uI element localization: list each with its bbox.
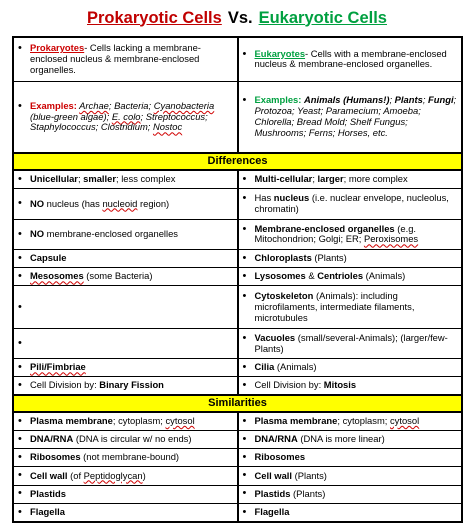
- table-row: [14, 153, 462, 170]
- example-text: ; Streptococcus; Staphylococcus; Clostridium;: [30, 110, 208, 133]
- example-text: Horses, etc.: [337, 126, 388, 138]
- table-row: [14, 503, 462, 521]
- cell-text: ; cytoplasm;: [337, 415, 390, 427]
- comparison-sheet: [12, 36, 463, 523]
- table-row: [14, 449, 462, 467]
- bullet-icon: •: [18, 450, 22, 463]
- cell-text: (e.g. Mitochondrion; Golgi; ER;: [254, 222, 417, 245]
- example-text: Amoeba: [383, 105, 419, 117]
- comparison-table: [13, 37, 462, 522]
- table-cell: [238, 377, 462, 395]
- cell-text: Has: [254, 192, 274, 204]
- cell-text: nucleoid: [102, 197, 138, 209]
- bullet-icon: •: [18, 361, 22, 373]
- table-cell: [14, 286, 238, 329]
- cell-text: DNA/RNA: [254, 433, 298, 445]
- cell-text: ;: [312, 173, 318, 185]
- title-prokaryotic: Prokaryotic Cells: [87, 8, 222, 27]
- bullet-icon: •: [18, 251, 22, 264]
- bullet-icon: •: [18, 336, 22, 349]
- table-row: [14, 249, 462, 267]
- bullet-icon: •: [18, 414, 22, 427]
- cell-text: Plastids: [30, 487, 66, 499]
- term-prokaryotes: Prokaryotes: [30, 42, 85, 54]
- def-eukaryotes: - Cells with a membrane-enclosed nucleus & membrane-enclosed organelles.: [254, 47, 447, 70]
- table-row: [14, 467, 462, 485]
- def-prokaryotes: - Cells lacking a membrane-enclosed nucleus & membrane-enclosed organelles.: [30, 42, 201, 75]
- example-text: Nostoc: [152, 121, 183, 133]
- cell-eu-examples: • Examples: Animals (Humans!); Plants; Fungi; Protozoa; Yeast; Paramecium; Amoeba; Chlorella; Bread Mold; Shelf Fungus; Mushrooms; Ferns; Horses, etc.: [238, 81, 462, 153]
- cell-text: Binary Fission: [99, 379, 164, 391]
- example-text: E. colo: [111, 110, 141, 122]
- bullet-icon: •: [18, 172, 22, 185]
- table-row: [14, 430, 462, 448]
- cell-text: (DNA is more linear): [297, 433, 385, 445]
- table-cell: [14, 503, 238, 521]
- bullet-icon: •: [242, 172, 247, 185]
- title-vs: Vs.: [227, 8, 253, 27]
- table-cell: [14, 485, 238, 503]
- bullet-icon: •: [242, 432, 247, 445]
- example-text: Fungi: [428, 94, 454, 106]
- table-row: [14, 329, 462, 359]
- example-text: Protozoa: [254, 105, 293, 117]
- cell-text: Plasma membrane: [254, 415, 338, 427]
- bullet-icon: •: [18, 99, 22, 112]
- table-row: [14, 377, 462, 395]
- table-cell: [238, 286, 462, 329]
- cell-text: NO: [30, 228, 45, 240]
- bullet-icon: •: [18, 227, 22, 240]
- table-cell: [14, 467, 238, 485]
- section-similarities: Similarities: [14, 395, 462, 412]
- bullet-icon: •: [242, 47, 247, 60]
- cell-text: (Plants): [311, 252, 347, 264]
- cell-text: (of: [67, 469, 84, 481]
- cell-text: cytosol: [165, 415, 195, 427]
- table-row: [14, 188, 462, 219]
- cell-text: (small/several-Animals); (larger/few-Plants): [254, 331, 448, 354]
- cell-text: Peptidoglycan: [83, 469, 143, 481]
- example-text: Chlorella: [254, 116, 292, 127]
- example-text: Ferns: [308, 126, 333, 138]
- table-row: [14, 81, 462, 153]
- cell-text: smaller: [83, 173, 116, 185]
- bullet-icon: •: [242, 251, 247, 264]
- cell-text: Membrane-enclosed organelles: [254, 222, 395, 234]
- table-cell: [238, 412, 462, 430]
- example-text: Shelf Fungus: [349, 116, 406, 127]
- cell-text: Lysosomes: [254, 270, 306, 282]
- table-cell: [14, 220, 238, 250]
- table-cell: [14, 377, 238, 395]
- bullet-icon: •: [242, 290, 247, 303]
- bullet-icon: •: [18, 378, 22, 391]
- bullet-icon: •: [18, 505, 22, 518]
- cell-pro-definition: [14, 38, 238, 82]
- example-text: Plants: [394, 94, 423, 106]
- cell-text: Unicellular: [30, 173, 78, 185]
- table-cell: [238, 170, 462, 188]
- page-title: [0, 4, 474, 32]
- table-row: [14, 220, 462, 250]
- cell-text: Plastids: [254, 487, 291, 499]
- table-cell: [238, 485, 462, 503]
- bullet-icon: •: [18, 469, 22, 482]
- bullet-icon: •: [18, 432, 22, 445]
- cell-text: Mesosomes: [30, 270, 84, 282]
- example-text: Bacteria: [114, 99, 149, 111]
- cell-text: Pili/Fimbriae: [30, 361, 86, 373]
- cell-pro-examples: • Examples: Archae; Bacteria; Cyanobacteria (blue-green algae); E. colo; Streptococcus; Staphylococcus; Clostridium; Nostoc: [14, 81, 238, 153]
- example-text: Animals (Humans!): [304, 94, 390, 106]
- cell-text: membrane-enclosed organelles: [44, 228, 178, 240]
- cell-text: ; less complex: [116, 173, 176, 185]
- table-cell: [14, 359, 238, 377]
- example-text: Yeast: [297, 105, 321, 117]
- cell-text: Cilia: [254, 361, 275, 373]
- table-cell: [238, 188, 462, 219]
- table-row: [14, 268, 462, 286]
- bullet-icon: •: [242, 270, 247, 282]
- cell-text: ): [142, 469, 146, 481]
- example-text: Mushrooms: [254, 126, 304, 138]
- bullet-icon: •: [242, 192, 247, 205]
- cell-eu-definition: [238, 38, 462, 82]
- cell-text: &: [305, 270, 318, 282]
- cell-text: (not membrane-bound): [80, 451, 180, 463]
- table-row: [14, 170, 462, 188]
- cell-text: Cell Division by:: [30, 379, 100, 391]
- table-row: [14, 485, 462, 503]
- cell-text: Flagella: [254, 505, 290, 517]
- cell-text: Ribosomes: [30, 451, 81, 463]
- table-cell: [14, 430, 238, 448]
- cell-text: (Animals): [274, 361, 317, 373]
- table-cell: [14, 170, 238, 188]
- table-cell: [238, 449, 462, 467]
- cell-text: Flagella: [30, 505, 65, 517]
- cell-text: Ribosomes: [254, 451, 306, 463]
- bullet-icon: •: [242, 414, 247, 427]
- table-cell: [238, 503, 462, 521]
- table-row: [14, 412, 462, 430]
- cell-text: Centrioles: [317, 270, 364, 282]
- cell-text: (DNA is circular w/ no ends): [73, 433, 192, 445]
- cell-text: Cell wall: [254, 469, 293, 481]
- table-cell: [14, 329, 238, 359]
- table-cell: [238, 249, 462, 267]
- cell-text: Cytoskeleton: [254, 290, 314, 302]
- table-row: [14, 286, 462, 329]
- cell-text: region): [137, 197, 170, 209]
- cell-text: Vacuoles: [254, 331, 296, 343]
- cell-text: ;: [77, 173, 84, 185]
- cell-text: larger: [317, 173, 344, 185]
- table-cell: [14, 268, 238, 286]
- table-cell: [238, 467, 462, 485]
- cell-text: Plasma membrane: [30, 415, 113, 427]
- cell-text: ; more complex: [343, 173, 408, 185]
- table-row: [14, 359, 462, 377]
- bullet-icon: •: [242, 487, 247, 500]
- bullet-icon: •: [242, 94, 247, 107]
- cell-text: NO: [30, 197, 45, 209]
- table-row: [14, 395, 462, 412]
- bullet-icon: •: [242, 505, 247, 518]
- cell-text: nucleus (has: [44, 197, 103, 209]
- table-cell: [14, 188, 238, 219]
- bullet-icon: •: [18, 197, 22, 210]
- bullet-icon: •: [242, 331, 247, 344]
- cell-text: Chloroplasts: [254, 252, 312, 264]
- cell-text: Capsule: [30, 252, 67, 264]
- table-cell: [238, 359, 462, 377]
- title-eukaryotic: Eukaryotic Cells: [258, 8, 387, 27]
- cell-text: Multi-cellular: [254, 173, 313, 185]
- examples-label: Examples:: [30, 99, 77, 111]
- table-cell: [14, 249, 238, 267]
- bullet-icon: •: [242, 361, 247, 373]
- cell-text: Cell wall: [30, 469, 68, 481]
- table-cell: [238, 329, 462, 359]
- table-row: [14, 38, 462, 82]
- cell-text: Peroxisomes: [363, 233, 419, 245]
- cell-text: (Animals): including microfilaments, intermediate filaments, microtubules: [254, 290, 415, 323]
- table-cell: [238, 220, 462, 250]
- example-text: Archae: [79, 99, 109, 111]
- bullet-icon: •: [242, 450, 247, 463]
- term-eukaryotes: Eukaryotes: [254, 47, 306, 59]
- table-cell: [14, 449, 238, 467]
- examples-label: Examples:: [254, 94, 302, 106]
- bullet-icon: •: [18, 300, 22, 313]
- table-cell: [14, 412, 238, 430]
- section-differences: Differences: [14, 153, 462, 170]
- cell-text: Mitosis: [323, 379, 357, 391]
- cell-text: (Plants): [292, 469, 327, 481]
- example-text: Paramecium: [325, 105, 379, 117]
- cell-text: ; cytoplasm;: [112, 415, 166, 427]
- table-cell: [238, 430, 462, 448]
- cell-text: (Plants): [290, 487, 326, 499]
- example-text: (blue-green algae);: [30, 110, 112, 122]
- cell-text: (i.e. nuclear envelope, nucleolus, chromatin): [254, 192, 449, 214]
- example-text: Bread Mold: [296, 116, 345, 127]
- bullet-icon: •: [242, 469, 247, 482]
- bullet-icon: •: [18, 270, 22, 282]
- cell-text: (some Bacteria): [83, 270, 153, 282]
- cell-text: Cell Division by:: [254, 379, 324, 391]
- bullet-icon: •: [18, 42, 22, 55]
- cell-text: cytosol: [389, 415, 420, 427]
- bullet-icon: •: [242, 222, 247, 235]
- cell-text: DNA/RNA: [30, 433, 74, 445]
- cell-text: (Animals): [363, 270, 406, 282]
- bullet-icon: •: [242, 378, 247, 391]
- bullet-icon: •: [18, 487, 22, 500]
- cell-text: nucleus: [273, 192, 310, 204]
- table-cell: [238, 268, 462, 286]
- example-text: Cyanobacteria: [153, 99, 215, 111]
